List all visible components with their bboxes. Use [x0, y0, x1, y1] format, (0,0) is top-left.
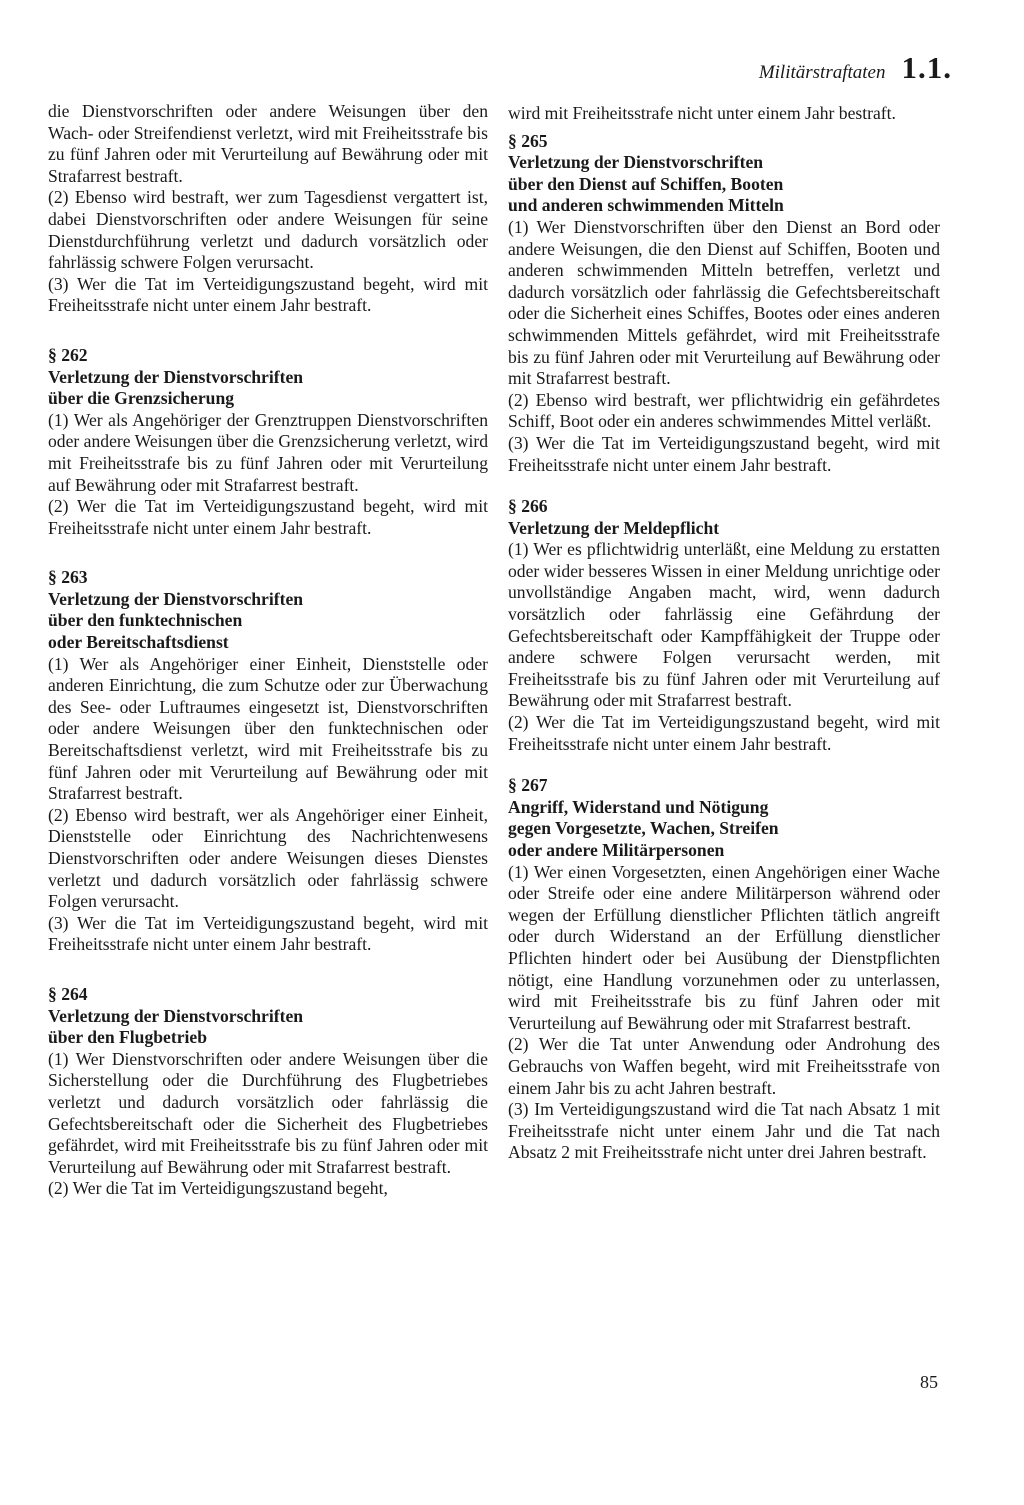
- section-title: Verletzung der Dienstvorschriften über den Dienst auf Schiffen, Booten und anderen schwimmenden Mitteln: [508, 152, 784, 216]
- section-number: § 263: [48, 567, 88, 588]
- section-number: § 267: [508, 775, 548, 796]
- right-column: [508, 103, 940, 1164]
- section-title: Angriff, Widerstand und Nötigung gegen Vorgesetzte, Wachen, Streifen oder andere Militärpersonen: [508, 796, 779, 860]
- section-262: [48, 345, 488, 539]
- paragraph: (1) Wer Dienstvorschriften oder andere Weisungen über die Sicherstellung oder die Durchführung des Flugbetriebes verletzt und dadurch vorsätzlich oder fahrlässig die Gefechtsbereitschaft oder die Sicherheit des Flugbetriebes gefährdet, wird mit Freiheitsstrafe bis zu fünf Jahren oder mit Verurteilung auf Bewährung oder mit Strafarrest bestraft.: [48, 1048, 488, 1177]
- page-number: 85: [920, 1372, 938, 1392]
- paragraph: (2) Ebenso wird bestraft, wer pflichtwidrig ein gefährdetes Schiff, Boot oder ein anderes schwimmendes Mittel verläßt.: [508, 389, 940, 432]
- paragraph: (2) Wer die Tat im Verteidigungszustand begeht,: [48, 1178, 388, 1199]
- section-266: [508, 496, 940, 755]
- section-title: Verletzung der Dienstvorschriften über den Flugbetrieb: [48, 1005, 304, 1048]
- paragraph: (2) Wer die Tat im Verteidigungszustand begeht, wird mit Freiheitsstrafe nicht unter einem Jahr bestraft.: [508, 712, 940, 754]
- paragraph: (2) Wer die Tat im Verteidigungszustand begeht, wird mit Freiheitsstrafe nicht unter einem Jahr bestraft.: [48, 496, 488, 538]
- paragraph: (3) Wer die Tat im Verteidigungszustand begeht, wird mit Freiheitsstrafe nicht unter einem Jahr bestraft.: [508, 432, 940, 475]
- section-title: Verletzung der Meldepflicht: [508, 517, 720, 538]
- header-title: Militärstraftaten: [758, 62, 886, 83]
- section-number: § 266: [508, 496, 548, 517]
- paragraph: (1) Wer Dienstvorschriften über den Dienst an Bord oder andere Weisungen, die den Dienst auf Schiffen, Booten und anderen schwimmenden Mitteln betreffen, verletzt und dadurch vorsätzlich oder fahrlässig die Gefechtsbereitschaft oder die Sicherheit eines Schiffes, Bootes oder eines anderen schwimmenden Mittels gefährdet, wird mit Freiheitsstrafe bis zu fünf Jahren oder mit Verurteilung auf Bewährung oder mit Strafarrest bestraft.: [508, 216, 940, 389]
- running-header: [759, 50, 952, 86]
- paragraph: wird mit Freiheitsstrafe nicht unter einem Jahr bestraft.: [508, 103, 896, 123]
- section-number: § 264: [48, 983, 88, 1004]
- section-number: § 265: [508, 130, 548, 151]
- left-column: [48, 101, 488, 1200]
- paragraph: (1) Wer es pflichtwidrig unterläßt, eine Meldung zu erstatten oder wider besseres Wissen in einer Meldung unrichtige oder unvollständige Angaben macht, wird, wenn dadurch vorsätzlich oder fahrlässig eine Gefährdung der Gefechtsbereitschaft oder Kampffähigkeit der Truppe oder andere schwere Folgen verursacht werden, mit Freiheitsstrafe bis zu fünf Jahren oder mit Verurteilung auf Bewährung oder mit Strafarrest bestraft.: [508, 539, 940, 711]
- section-title: Verletzung der Dienstvorschriften über den funktechnischen oder Bereitschaftsdienst: [48, 588, 304, 653]
- paragraph: (2) Wer die Tat unter Anwendung oder Androhung des Gebrauchs von Waffen begeht, wird mit Freiheitsstrafe von einem Jahr bis zu acht Jahren bestraft.: [508, 1034, 940, 1098]
- paragraph: (1) Wer einen Vorgesetzten, einen Angehörigen einer Wache oder Streife oder eine andere Militärperson während oder wegen der Erfüllung dienstlicher Pflichten tätlich angreift oder durch Widerstand an der Erfüllung dienstlicher Pflichten hindert oder bei Ausübung der Dienstpflichten nötigt, eine Handlung vorzunehmen oder zu unterlassen, wird mit Freiheitsstrafe bis zu fünf Jahren oder mit Verurteilung auf Bewährung oder mit Strafarrest bestraft.: [508, 861, 940, 1033]
- paragraph: (2) Ebenso wird bestraft, wer zum Tagesdienst vergattert ist, dabei Dienstvorschriften oder andere Weisungen für seine Dienstdurchführung verletzt und dadurch vorsätzlich oder fahrlässig schwere Folgen verursacht.: [48, 187, 488, 273]
- section-title: Verletzung der Dienstvorschriften über die Grenzsicherung: [48, 366, 304, 409]
- paragraph: (3) Im Verteidigungszustand wird die Tat nach Absatz 1 mit Freiheitsstrafe nicht unter einem Jahr und die Tat nach Absatz 2 mit Freiheitsstrafe nicht unter drei Jahren bestraft.: [508, 1099, 940, 1163]
- section-265: [508, 131, 940, 477]
- section-number: § 262: [48, 344, 88, 365]
- chapter-number: 1.1.: [901, 50, 952, 85]
- paragraph: (2) Ebenso wird bestraft, wer als Angehöriger einer Einheit, Dienststelle oder Einrichtung des Nachrichtenwesens Dienstvorschriften oder andere Weisungen dieses Dienstes verletzt und dadurch vorsätzlich oder fahrlässig schwere Folgen verursacht.: [48, 804, 488, 912]
- section-continuation: [508, 103, 940, 125]
- section-267: [508, 775, 940, 1164]
- section-263: [48, 567, 488, 956]
- paragraph: die Dienstvorschriften oder andere Weisungen über den Wach- oder Streifendienst verletzt, wird mit Freiheitsstrafe bis zu fünf Jahren oder mit Verurteilung auf Bewährung oder mit Strafarrest bestraft.: [48, 101, 488, 186]
- section-264: [48, 984, 488, 1200]
- paragraph: (3) Wer die Tat im Verteidigungszustand begeht, wird mit Freiheitsstrafe nicht unter einem Jahr bestraft.: [48, 912, 488, 955]
- paragraph: (1) Wer als Angehöriger einer Einheit, Dienststelle oder anderen Einrichtung, die zum Schutze oder zur Überwachung des See- oder Luftraumes eingesetzt ist, Dienstvorschriften oder andere Weisungen über den funktechnischen oder Bereitschaftsdienst verletzt, wird mit Freiheitsstrafe bis zu fünf Jahren oder mit Verurteilung auf Bewährung oder mit Strafarrest bestraft.: [48, 653, 488, 804]
- section-continuation: [48, 101, 488, 317]
- paragraph: (3) Wer die Tat im Verteidigungszustand begeht, wird mit Freiheitsstrafe nicht unter einem Jahr bestraft.: [48, 273, 488, 316]
- paragraph: (1) Wer als Angehöriger der Grenztruppen Dienstvorschriften oder andere Weisungen über die Grenzsicherung verletzt, wird mit Freiheitsstrafe bis zu fünf Jahren oder mit Verurteilung auf Bewährung oder mit Strafarrest bestraft.: [48, 409, 488, 495]
